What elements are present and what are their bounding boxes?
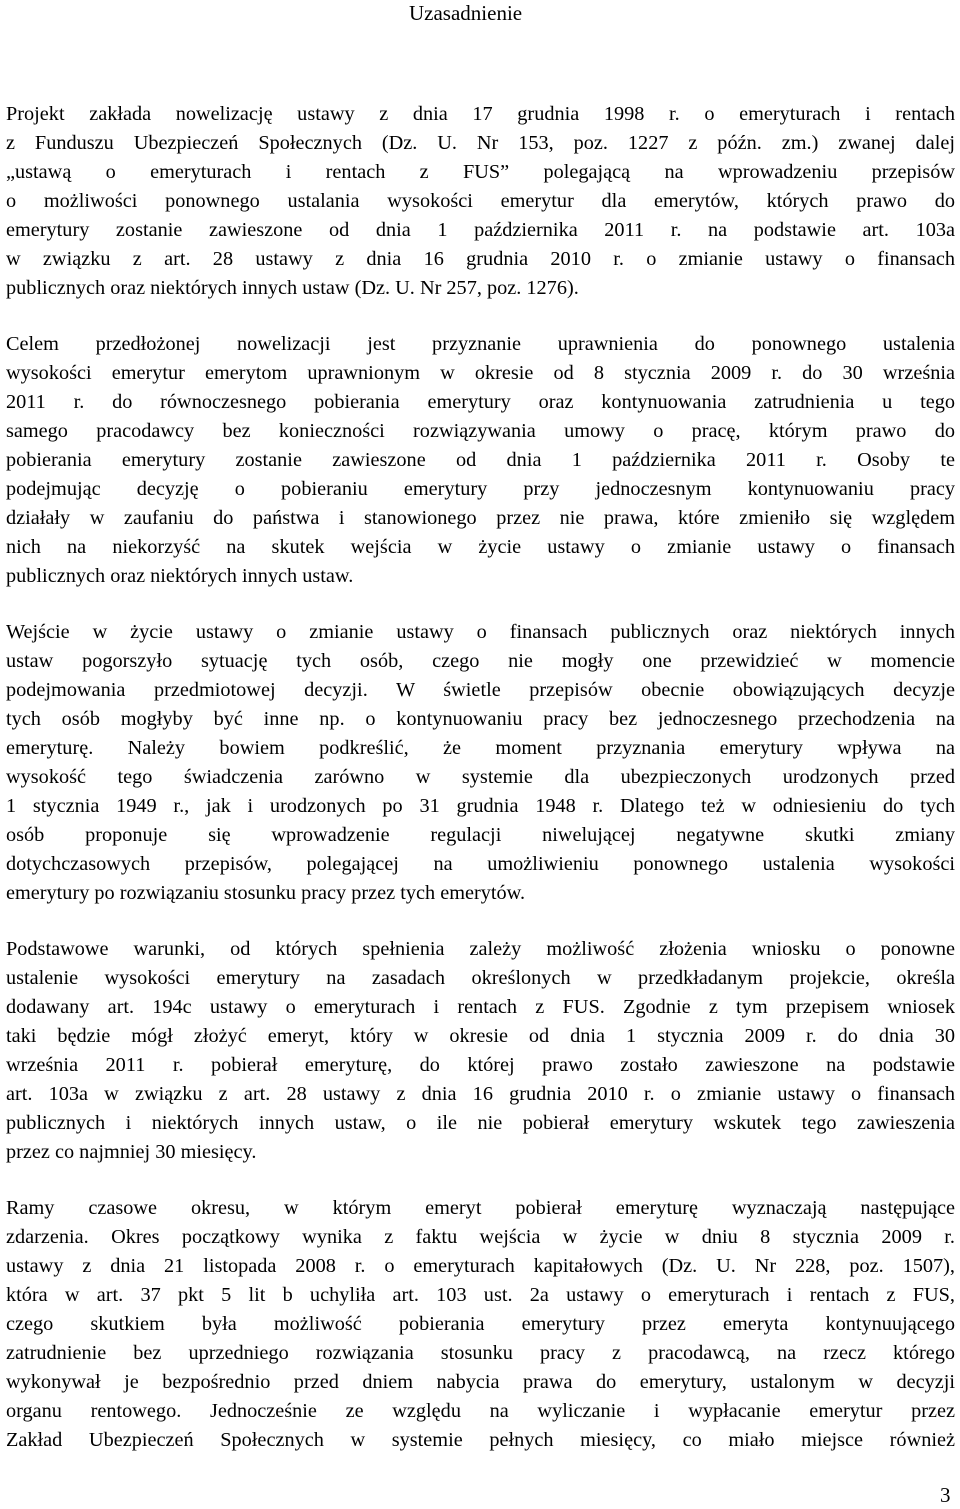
page-number: 3 <box>940 1483 951 1507</box>
text-line: która w art. 37 pkt 5 lit b uchyliła art. 103 ust. 2a ustawy o emeryturach i rentach z FUS, <box>6 1284 955 1306</box>
paragraph-2 <box>6 330 955 591</box>
text-line: tych osób mogłyby być inne np. o kontynuowaniu pracy bez jednoczesnego przechodzenia na <box>6 708 955 730</box>
text-line: ustawy z dnia 21 listopada 2008 r. o emeryturach kapitałowych (Dz. U. Nr 228, poz. 1507), <box>6 1255 955 1277</box>
text-line: ustaw pogorszyło sytuację tych osób, czego nie mogły one przewidzieć w momencie <box>6 650 955 672</box>
text-line: dodawany art. 194c ustawy o emeryturach i rentach z FUS. Zgodnie z tym przepisem wniosek <box>6 996 955 1018</box>
text-line: osób proponuje się wprowadzenie regulacji niwelującej negatywne skutki zmiany <box>6 824 955 846</box>
text-line: Zakład Ubezpieczeń Społecznych w systemie pełnych miesięcy, co miało miejsce również <box>6 1429 955 1451</box>
text-line: nich na niekorzyść na skutek wejścia w życie ustawy o zmianie ustawy o finansach <box>6 536 955 558</box>
text-line: publicznych oraz niektórych innych ustaw. <box>6 565 354 587</box>
text-line: wykonywał je bezpośrednio przed dniem nabycia prawa do emerytury, ustalonym w decyzji <box>6 1371 955 1393</box>
text-line: zatrudnienie bez uprzedniego rozwiązania stosunku pracy z pracodawcą, na rzecz którego <box>6 1342 955 1364</box>
text-line: podejmując decyzję o pobieraniu emerytury przy jednoczesnym kontynuowaniu pracy <box>6 478 955 500</box>
text-line: wysokości emerytur emerytom uprawnionym w okresie od 8 stycznia 2009 r. do 30 września <box>6 362 955 384</box>
text-line: emerytury zostanie zawieszone od dnia 1 października 2011 r. na podstawie art. 103a <box>6 219 955 241</box>
text-line: zdarzenia. Okres początkowy wynika z faktu wejścia w życie w dniu 8 stycznia 2009 r. <box>6 1226 955 1248</box>
text-line: września 2011 r. pobierał emeryturę, do której prawo zostało zawieszone na podstawie <box>6 1054 955 1076</box>
paragraph-3 <box>6 618 955 908</box>
page-title: Uzasadnienie <box>409 1 523 25</box>
text-line: pobierania emerytury zostanie zawieszone od dnia 1 października 2011 r. Osoby te <box>6 449 955 471</box>
text-line: działały w zaufaniu do państwa i stanowionego przez nie prawa, które zmieniło się względem <box>6 507 955 529</box>
text-line: Projekt zakłada nowelizację ustawy z dnia 17 grudnia 1998 r. o emeryturach i rentach <box>6 103 955 125</box>
text-line: emerytury po rozwiązaniu stosunku pracy przez tych emerytów. <box>6 882 526 904</box>
text-line: z Funduszu Ubezpieczeń Społecznych (Dz. U. Nr 153, poz. 1227 z późn. zm.) zwanej dalej <box>6 132 955 154</box>
text-line: czego skutkiem była możliwość pobierania emerytury przez emeryta kontynuującego <box>6 1313 955 1335</box>
text-line: dotychczasowych przepisów, polegającej na umożliwieniu ponownego ustalenia wysokości <box>6 853 955 875</box>
text-line: wysokość tego świadczenia zarówno w systemie dla ubezpieczonych urodzonych przed <box>6 766 955 788</box>
text-line: o możliwości ponownego ustalania wysokości emerytur dla emerytów, których prawo do <box>6 190 955 212</box>
text-line: podejmowania przedmiotowej decyzji. W świetle przepisów obecnie obowiązujących decyzje <box>6 679 955 701</box>
text-line: emeryturę. Należy bowiem podkreślić, że moment przyznania emerytury wpływa na <box>6 737 955 759</box>
text-line: publicznych oraz niektórych innych ustaw (Dz. U. Nr 257, poz. 1276). <box>6 277 579 299</box>
document-body <box>6 100 955 1482</box>
text-line: Wejście w życie ustawy o zmianie ustawy o finansach publicznych oraz niektórych innych <box>6 621 955 643</box>
text-line: organu rentowego. Jednocześnie ze względu na wyliczanie i wypłacanie emerytur przez <box>6 1400 955 1422</box>
text-line: samego pracodawcy bez konieczności rozwiązywania umowy o pracę, którym prawo do <box>6 420 955 442</box>
text-line: Ramy czasowe okresu, w którym emeryt pobierał emeryturę wyznaczają następujące <box>6 1197 955 1219</box>
text-line: publicznych i niektórych innych ustaw, o ile nie pobierał emerytury wskutek tego zawieszenia <box>6 1112 955 1134</box>
text-line: przez co najmniej 30 miesięcy. <box>6 1141 257 1163</box>
text-line: 2011 r. do równoczesnego pobierania emerytury oraz kontynuowania zatrudnienia u tego <box>6 391 955 413</box>
paragraph-1 <box>6 100 955 303</box>
text-line: 1 stycznia 1949 r., jak i urodzonych po 31 grudnia 1948 r. Dlatego też w odniesieniu do tych <box>6 795 955 817</box>
text-line: ustalenie wysokości emerytury na zasadach określonych w przedkładanym projekcie, określa <box>6 967 955 989</box>
text-line: Podstawowe warunki, od których spełnienia zależy możliwość złożenia wniosku o ponowne <box>6 938 955 960</box>
text-line: Celem przedłożonej nowelizacji jest przyznanie uprawnienia do ponownego ustalenia <box>6 333 955 355</box>
paragraph-4 <box>6 935 955 1167</box>
text-line: „ustawą o emeryturach i rentach z FUS” polegającą na wprowadzeniu przepisów <box>6 161 955 183</box>
paragraph-5 <box>6 1194 955 1455</box>
text-line: art. 103a w związku z art. 28 ustawy z dnia 16 grudnia 2010 r. o zmianie ustawy o finansach <box>6 1083 955 1105</box>
text-line: w związku z art. 28 ustawy z dnia 16 grudnia 2010 r. o zmianie ustawy o finansach <box>6 248 955 270</box>
text-line: taki będzie mógł złożyć emeryt, który w okresie od dnia 1 stycznia 2009 r. do dnia 30 <box>6 1025 955 1047</box>
